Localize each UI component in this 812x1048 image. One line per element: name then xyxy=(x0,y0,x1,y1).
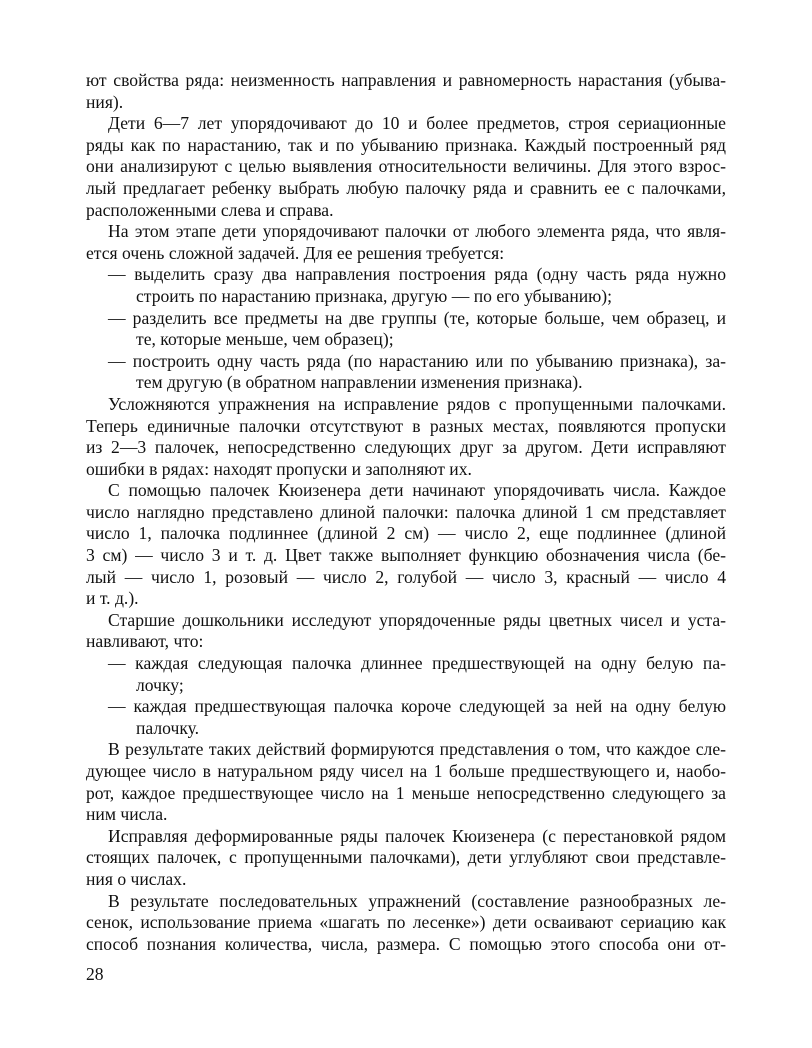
text-line: ния). xyxy=(86,91,124,112)
list-item-continuation: строить по нарастанию признака, другую — по его убыванию); xyxy=(136,285,613,306)
text-line: лый — число 1, розовый — число 2, голубой — число 3, красный — число 4 xyxy=(86,566,726,587)
text-line: стоящих палочек, с пропущенными палочками), дети углубляют свои представле- xyxy=(86,847,726,868)
list-item: — разделить все предметы на две группы (те, которые больше, чем образец, и xyxy=(108,307,726,328)
text-line: сенок, использование приема «шагать по лесенке») дети осваивают сериацию как xyxy=(86,912,726,933)
list-item-continuation: те, которые меньше, чем образец); xyxy=(136,329,394,350)
text-line: Усложняются упражнения на исправление рядов с пропущенными палочками. xyxy=(108,393,726,414)
list-item: — выделить сразу два направления построения ряда (одну часть ряда нужно xyxy=(108,264,726,285)
text-line: ют свойства ряда: неизменность направления и равномерность нарастания (убыва- xyxy=(86,70,726,90)
page-number: 28 xyxy=(86,964,104,984)
text-line: лый предлагает ребенку выбрать любую палочку ряда и сравнить ее с палочками, xyxy=(86,177,726,198)
text-line: они анализируют с целью выявления относительности величины. Для этого взрос- xyxy=(86,156,726,177)
text-line: навливают, что: xyxy=(86,631,204,652)
page-body xyxy=(86,70,726,955)
text-line: Дети 6—7 лет упорядочивают до 10 и более предметов, строя сериационные xyxy=(108,113,726,134)
text-line: С помощью палочек Кюизенера дети начинают упорядочивать числа. Каждое xyxy=(108,480,726,501)
text-line: из 2—3 палочек, непосредственно следующих друг за другом. Дети исправляют xyxy=(86,437,726,458)
list-item: — каждая предшествующая палочка короче следующей за ней на одну белую xyxy=(108,696,726,717)
text-line: 3 см) — число 3 и т. д. Цвет также выполняет функцию обозначения числа (бе- xyxy=(86,545,726,566)
text-line: Исправляя деформированные ряды палочек Кюизенера (с перестановкой рядом xyxy=(108,825,726,846)
text-line: ним числа. xyxy=(86,804,168,825)
list-item-continuation: лочку; xyxy=(136,674,184,695)
text-line: ряды как по нарастанию, так и по убыванию признака. Каждый построенный ряд xyxy=(86,134,726,155)
list-item-continuation: палочку. xyxy=(136,717,200,738)
text-line: В результате таких действий формируются представления о том, что каждое сле- xyxy=(108,739,726,760)
text-line: Старшие дошкольники исследуют упорядоченные ряды цветных чисел и уста- xyxy=(108,609,726,630)
list-item-continuation: тем другую (в обратном направлении изменения признака). xyxy=(136,372,583,393)
text-line: дующее число в натуральном ряду чисел на 1 больше предшествующего и, наобо- xyxy=(86,761,726,781)
text-line: число 1, палочка подлиннее (длиной 2 см) — число 2, еще подлиннее (длиной xyxy=(86,523,726,544)
text-line: Теперь единичные палочки отсутствуют в разных местах, появляются пропуски xyxy=(86,415,726,436)
text-line: На этом этапе дети упорядочивают палочки от любого элемента ряда, что явля- xyxy=(108,221,726,242)
text-line: В результате последовательных упражнений (составление разнообразных ле- xyxy=(108,890,726,911)
text-line: ния о числах. xyxy=(86,868,187,889)
list-item: — построить одну часть ряда (по нарастанию или по убыванию признака), за- xyxy=(108,350,726,371)
text-line: ется очень сложной задачей. Для ее решения требуется: xyxy=(86,242,505,263)
text-line: и т. д.). xyxy=(86,588,139,609)
text-line: ошибки в рядах: находят пропуски и заполняют их. xyxy=(86,458,472,479)
text-line: способ познания количества, числа, размера. С помощью этого способа они от- xyxy=(86,933,726,954)
text-line: расположенными слева и справа. xyxy=(86,199,334,220)
list-item: — каждая следующая палочка длиннее предшествующей на одну белую па- xyxy=(108,653,726,674)
text-line: число наглядно представлено длиной палочки: палочка длиной 1 см представляет xyxy=(86,501,726,522)
text-line: рот, каждое предшествующее число на 1 меньше непосредственно следующего за xyxy=(86,782,726,803)
